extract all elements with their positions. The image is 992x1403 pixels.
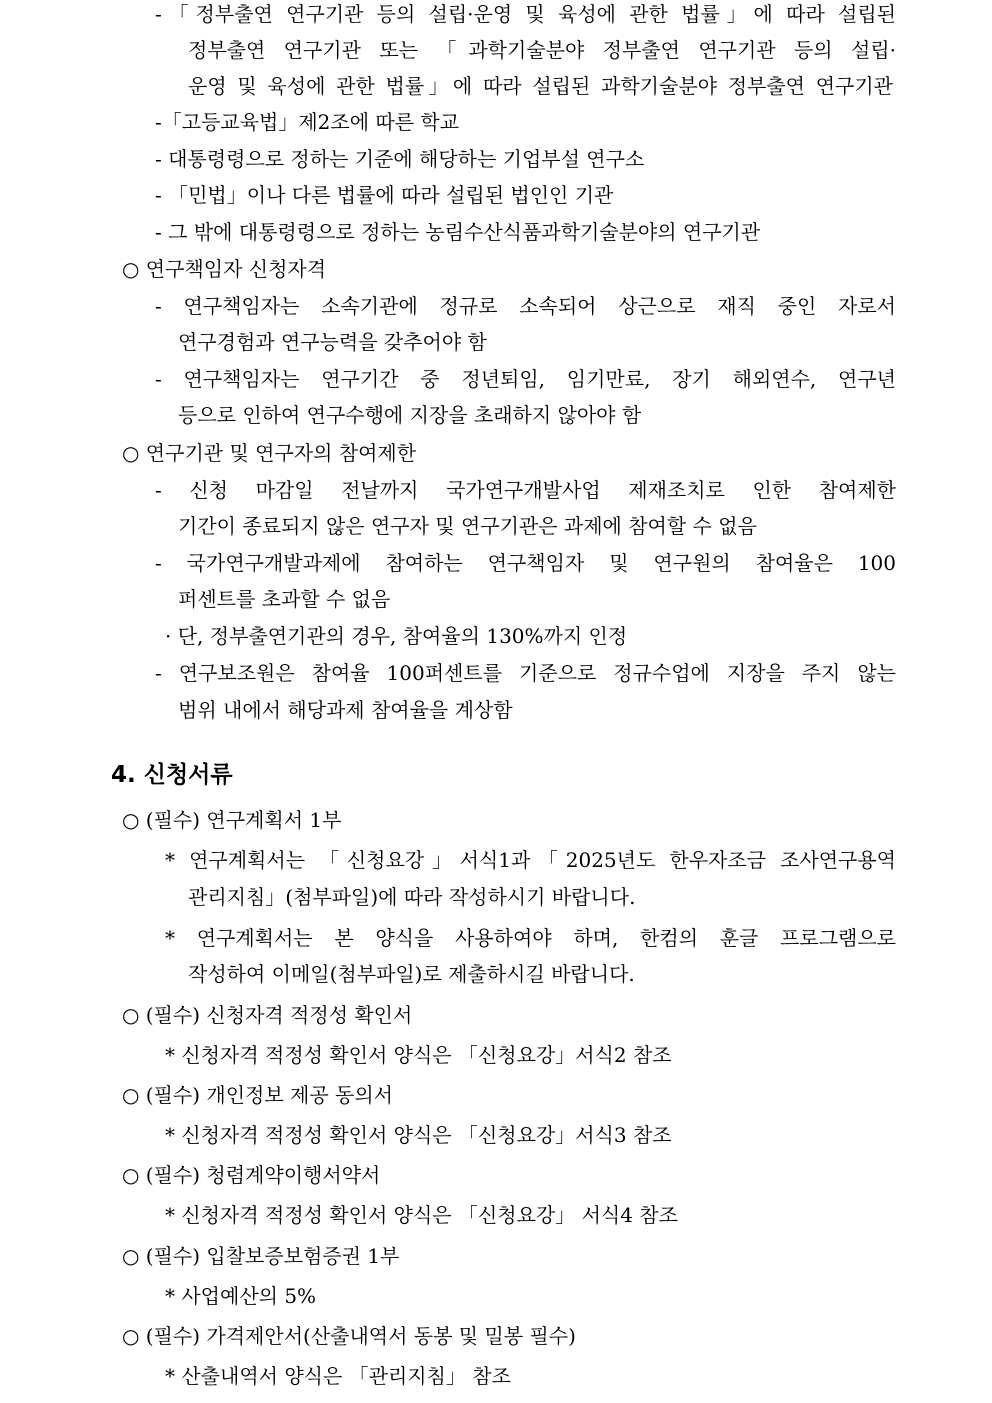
doc-bid-bond-note: * 사업예산의 5% [165, 1284, 317, 1308]
doc-research-plan: ○ (필수) 연구계획서 1부 [122, 808, 342, 832]
doc-privacy-consent: ○ (필수) 개인정보 제공 동의서 [122, 1083, 394, 1107]
participation-limit-item: - 신청 마감일 전날까지 국가연구개발사업 제재조치로 인한 참여제한 [155, 478, 896, 502]
section-heading-application-documents: 4. 신청서류 [111, 762, 233, 788]
eligibility-item-corporate-lab: - 대통령령으로 정하는 기준에 해당하는 기업부설 연구소 [155, 147, 645, 171]
doc-bid-bond: ○ (필수) 입찰보증보험증권 1부 [122, 1244, 400, 1268]
pi-eligibility-item-cont: 연구경험과 연구능력을 갖추어야 함 [178, 330, 487, 354]
doc-price-proposal: ○ (필수) 가격제안서(산출내역서 동봉 및 밀봉 필수) [122, 1324, 576, 1348]
participation-limit-item-cont: 범위 내에서 해당과제 참여율을 계상함 [178, 698, 513, 722]
participation-limit-item-cont: 기간이 종료되지 않은 연구자 및 연구기관은 과제에 참여할 수 없음 [178, 514, 757, 538]
pi-eligibility-item: - 연구책임자는 연구기간 중 정년퇴임, 임기만료, 장기 해외연수, 연구년 [155, 367, 896, 391]
doc-eligibility-confirmation: ○ (필수) 신청자격 적정성 확인서 [122, 1003, 413, 1027]
pi-eligibility-item-cont: 등으로 인하여 연구수행에 지장을 초래하지 않아야 함 [178, 403, 642, 427]
doc-research-plan-note: * 연구계획서는 본 양식을 사용하여야 하며, 한컴의 훈글 프로그램으로 [165, 926, 896, 950]
eligibility-item-gov-institute-cont: 운영 및 육성에 관한 법률」에 따라 설립된 과학기술분야 정부출연 연구기관 [188, 74, 893, 98]
eligibility-item-other-institute: - 그 밖에 대통령령으로 정하는 농림수산식품과학기술분야의 연구기관 [155, 220, 761, 244]
doc-price-proposal-note: * 산출내역서 양식은 「관리지침」 참조 [165, 1364, 511, 1388]
participation-limit-item: - 연구보조원은 참여율 100퍼센트를 기준으로 정규수업에 지장을 주지 않는 [155, 661, 896, 685]
eligibility-item-gov-institute-cont: 정부출연 연구기관 또는 「과학기술분야 정부출연 연구기관 등의 설립· [188, 38, 896, 62]
participation-limit-item-cont: 퍼센트를 초과할 수 없음 [178, 587, 391, 611]
doc-integrity-pledge: ○ (필수) 청렴계약이행서약서 [122, 1163, 381, 1187]
eligibility-item-legal-entity: - 「민법」이나 다른 법률에 따라 설립된 법인인 기관 [155, 183, 614, 207]
participation-limit-item: - 국가연구개발과제에 참여하는 연구책임자 및 연구원의 참여율은 100 [155, 551, 896, 575]
eligibility-item-school: -「고등교육법」제2조에 따른 학교 [155, 110, 460, 134]
doc-eligibility-confirmation-note: * 신청자격 적정성 확인서 양식은 「신청요강」서식2 참조 [165, 1043, 672, 1067]
section-participation-limit: ○ 연구기관 및 연구자의 참여제한 [122, 441, 417, 465]
section-pi-eligibility: ○ 연구책임자 신청자격 [122, 257, 327, 281]
pi-eligibility-item: - 연구책임자는 소속기관에 정규로 소속되어 상근으로 재직 중인 자로서 [155, 294, 896, 318]
doc-research-plan-note: * 연구계획서는 「신청요강」서식1과「2025년도 한우자조금 조사연구용역 [165, 848, 896, 872]
participation-limit-note: · 단, 정부출연기관의 경우, 참여율의 130%까지 인정 [165, 624, 628, 648]
doc-research-plan-note-cont: 관리지침」(첨부파일)에 따라 작성하시기 바랍니다. [188, 885, 636, 909]
doc-integrity-pledge-note: * 신청자격 적정성 확인서 양식은 「신청요강」 서식4 참조 [165, 1203, 678, 1227]
doc-privacy-consent-note: * 신청자격 적정성 확인서 양식은 「신청요강」서식3 참조 [165, 1123, 672, 1147]
eligibility-item-gov-institute: -「정부출연 연구기관 등의 설립·운영 및 육성에 관한 법률」에 따라 설립된 [155, 2, 896, 26]
doc-research-plan-note-cont: 작성하여 이메일(첨부파일)로 제출하시길 바랍니다. [188, 962, 635, 986]
